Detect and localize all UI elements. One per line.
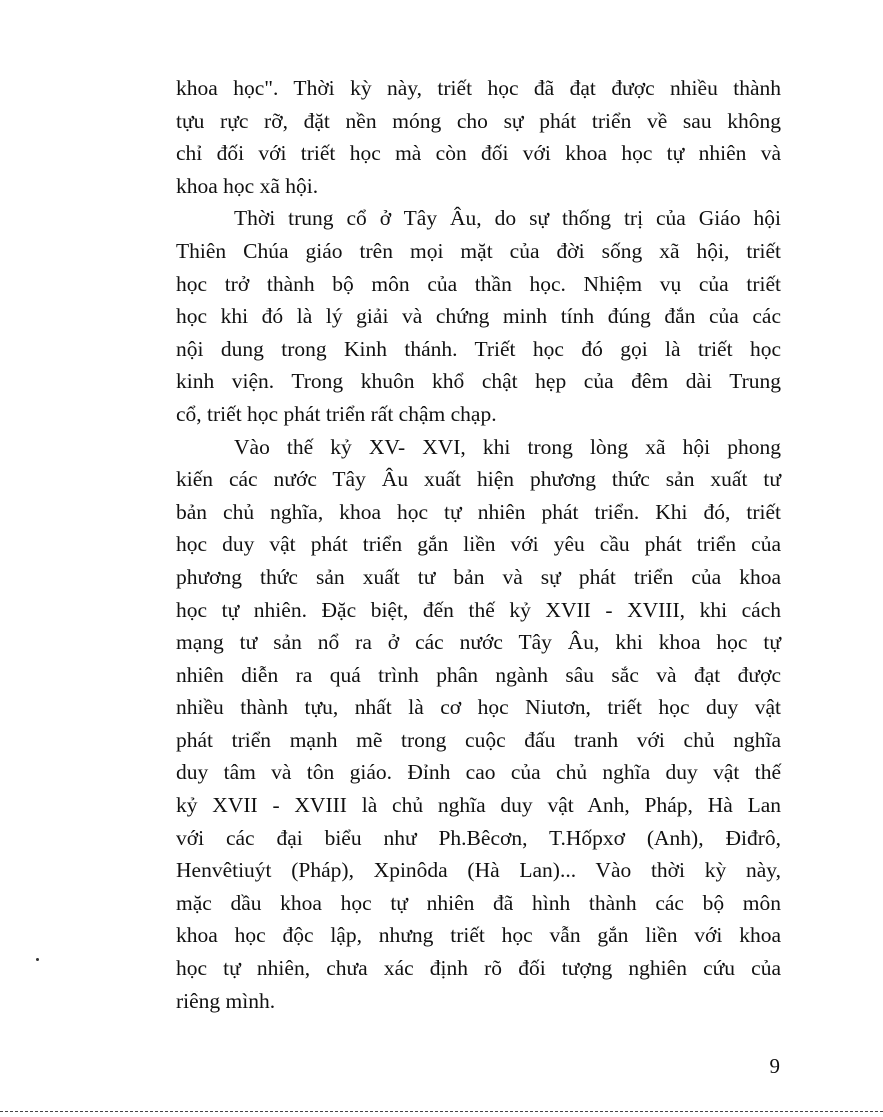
text-line: học tự nhiên. Đặc biệt, đến thế kỷ XVII - XVIII, khi cách bbox=[176, 597, 781, 622]
text-line: bản chủ nghĩa, khoa học tự nhiên phát triển. Khi đó, triết bbox=[176, 499, 781, 524]
text-line: mặc dầu khoa học tự nhiên đã hình thành các bộ môn bbox=[176, 890, 781, 915]
text-line: khoa học độc lập, nhưng triết học vẫn gắn liền với khoa bbox=[176, 923, 781, 948]
body-text bbox=[176, 72, 781, 1017]
paragraph-start-line: Thời trung cổ ở Tây Âu, do sự thống trị của Giáo hội bbox=[234, 206, 781, 231]
text-line: nội dung trong Kinh thánh. Triết học đó gọi là triết học bbox=[176, 336, 781, 361]
text-line: học trở thành bộ môn của thần học. Nhiệm vụ của triết bbox=[176, 271, 781, 296]
text-line: với các đại biểu như Ph.Bêcơn, T.Hốpxơ (Anh), Điđrô, bbox=[176, 825, 781, 850]
text-line: nhiều thành tựu, nhất là cơ học Niutơn, triết học duy vật bbox=[176, 695, 781, 720]
text-line: phương thức sản xuất tư bản và sự phát triển của khoa bbox=[176, 564, 781, 589]
text-line: nhiên diễn ra quá trình phân ngành sâu sắc và đạt được bbox=[176, 662, 781, 687]
text-line: chỉ đối với triết học mà còn đối với khoa học tự nhiên và bbox=[176, 141, 781, 166]
text-line: duy tâm và tôn giáo. Đỉnh cao của chủ nghĩa duy vật thế bbox=[176, 760, 781, 785]
text-line: Henvêtiuýt (Pháp), Xpinôda (Hà Lan)... Vào thời kỳ này, bbox=[176, 858, 781, 883]
page-number: 9 bbox=[769, 1054, 780, 1078]
text-line: cổ, triết học phát triển rất chậm chạp. bbox=[176, 401, 497, 426]
text-line: kỷ XVII - XVIII là chủ nghĩa duy vật Anh, Pháp, Hà Lan bbox=[176, 793, 781, 818]
text-line: kinh viện. Trong khuôn khổ chật hẹp của đêm dài Trung bbox=[176, 369, 781, 394]
text-line: học tự nhiên, chưa xác định rõ đối tượng nghiên cứu của bbox=[176, 956, 781, 981]
scan-speck bbox=[36, 958, 39, 961]
text-line: phát triển mạnh mẽ trong cuộc đấu tranh với chủ nghĩa bbox=[176, 727, 781, 752]
text-line: kiến các nước Tây Âu xuất hiện phương thức sản xuất tư bbox=[176, 467, 781, 492]
text-line: học duy vật phát triển gắn liền với yêu cầu phát triển của bbox=[176, 532, 781, 557]
text-line: mạng tư sản nổ ra ở các nước Tây Âu, khi khoa học tự bbox=[176, 630, 781, 655]
text-line: khoa học xã hội. bbox=[176, 173, 319, 198]
text-line: tựu rực rỡ, đặt nền móng cho sự phát triển về sau không bbox=[176, 108, 781, 133]
text-line: riêng mình. bbox=[176, 988, 276, 1013]
page-bottom-edge bbox=[0, 1111, 883, 1112]
text-line: Thiên Chúa giáo trên mọi mặt của đời sống xã hội, triết bbox=[176, 238, 781, 263]
text-line: khoa học". Thời kỳ này, triết học đã đạt được nhiều thành bbox=[176, 76, 781, 100]
paragraph-start-line: Vào thế kỷ XV- XVI, khi trong lòng xã hội phong bbox=[234, 434, 781, 459]
text-line: học khi đó là lý giải và chứng minh tính đúng đắn của các bbox=[176, 304, 781, 329]
